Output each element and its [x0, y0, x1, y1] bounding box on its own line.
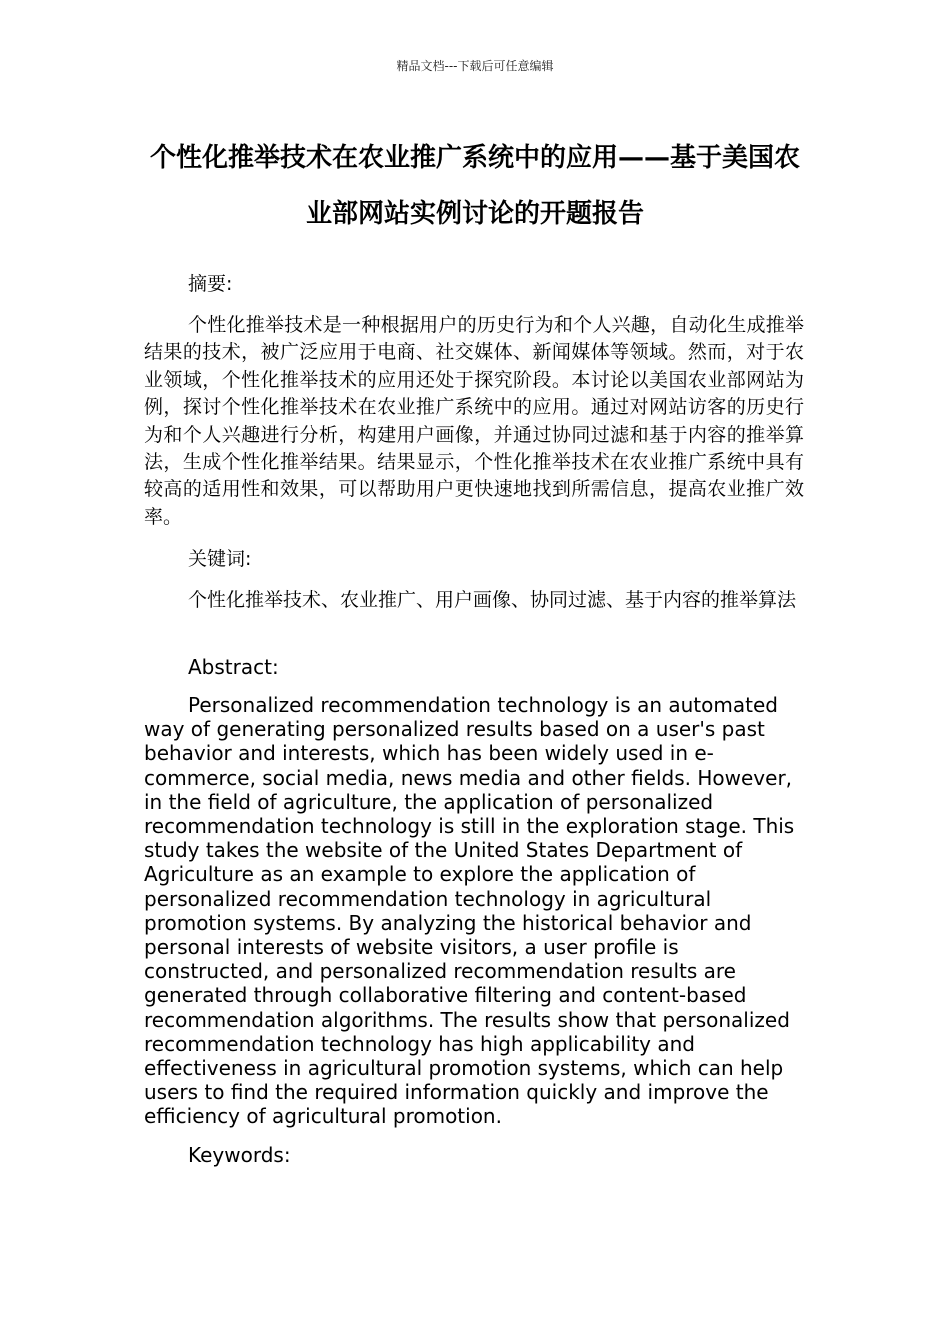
keywords-cn-paragraph: 个性化推举技术、农业推广、用户画像、协同过滤、基于内容的推举算法 [188, 589, 797, 611]
keywords-cn-label: 关键词: [188, 548, 252, 570]
abstract-cn-label: 摘要: [188, 273, 233, 295]
keywords-en-label: Keywords: [188, 1143, 291, 1167]
abstract-cn-paragraph: 个性化推举技术是一种根据用户的历史行为和个人兴趣，自动化生成推举结果的技术，被广泛应用于电商、社交媒体、新闻媒体等领域。然而，对于农业领域，个性化推举技术的应用还处于探究阶段。本讨论以美国农业部网站为例，探讨个性化推举技术在农业推广系统中的应用。通过对网站访客的历史行为和个人兴趣进行分析，构建用户画像，并通过协同过滤和基于内容的推举算法，生成个性化推举结果。结果显示，个性化推举技术在农业推广系统中具有较高的适用性和效果，可以帮助用户更快速地找到所需信息，提高农业推广效率。 [144, 314, 804, 528]
page-header-note: 精品文档---下载后可任意编辑 [396, 59, 554, 73]
abstract-en-label: Abstract: [188, 655, 279, 679]
abstract-en-paragraph: Personalized recommendation technology is an automated way of generating personalized results based on a user's past behavior and interests, which has been widely used in e-commerce, social media, news media and other fields. However, in the field of agriculture, the application of personalized recommendation technology is still in the exploration stage. This study takes the website of the United States Department of Agriculture as an example to explore the application of personalized recommendation technology in agricultural promotion systems. By analyzing the historical behavior and personal interests of website visitors, a user profile is constructed, and personalized recommendation results are generated through collaborative filtering and content-based recommendation algorithms. The results show that personalized recommendation technology has high applicability and effectiveness in agricultural promotion systems, which can help users to find the required information quickly and improve the efficiency of agricultural promotion. [144, 693, 795, 1129]
document-title: 个性化推举技术在农业推广系统中的应用——基于美国农业部网站实例讨论的开题报告 [149, 143, 800, 229]
